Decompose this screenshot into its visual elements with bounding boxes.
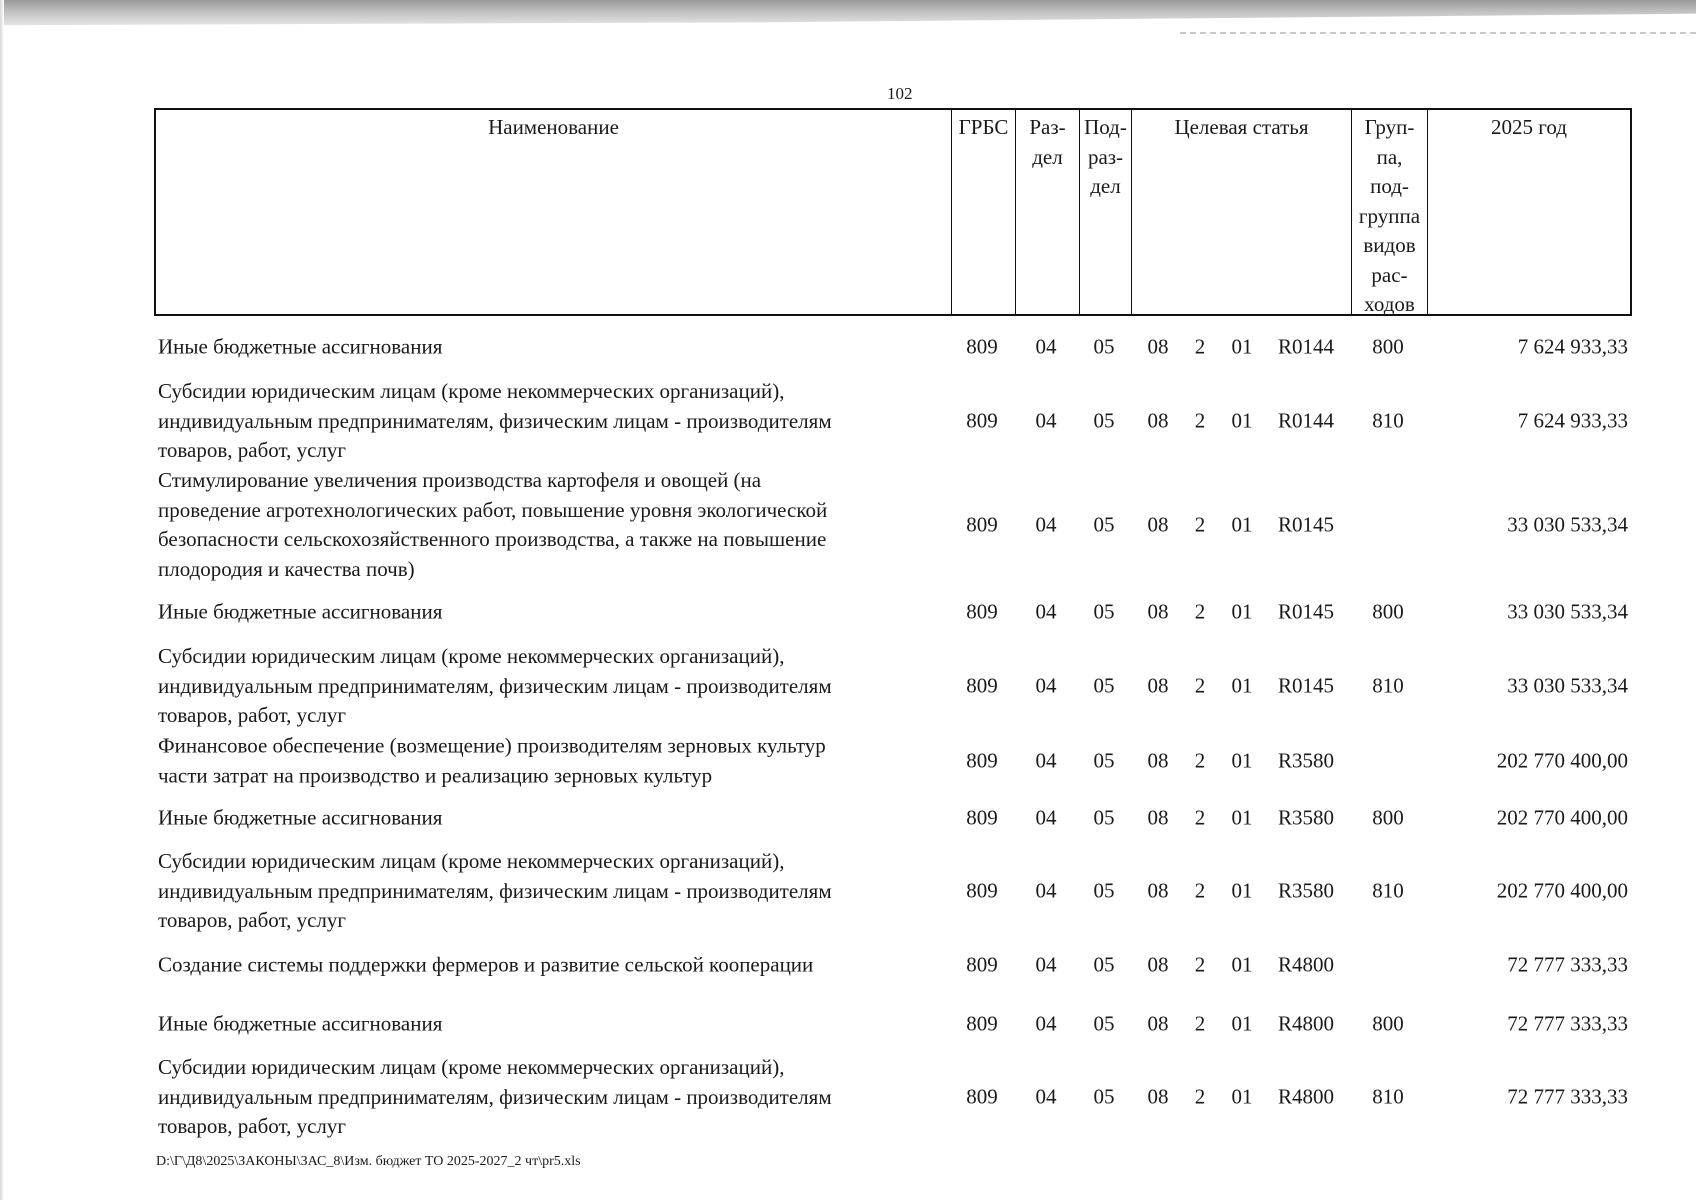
row-name-line: товаров, работ, услуг xyxy=(158,437,347,462)
row-target-direction: R3580 xyxy=(1277,878,1334,903)
table-row xyxy=(154,1001,1632,1047)
row-target-event: 01 xyxy=(1231,952,1253,977)
row-target-program: 08 xyxy=(1147,408,1169,433)
row-amount: 72 777 333,33 xyxy=(1507,1011,1628,1036)
header-line: па, xyxy=(1376,144,1403,169)
row-expense-group: 810 xyxy=(1372,1084,1404,1109)
row-razdel: 04 xyxy=(1035,1011,1057,1036)
row-podrazdel: 05 xyxy=(1093,952,1115,977)
row-podrazdel: 05 xyxy=(1093,512,1115,537)
scan-edge xyxy=(0,0,4,1200)
row-name-line: Финансовое обеспечение (возмещение) производителям зерновых культур xyxy=(158,733,826,758)
row-amount: 7 624 933,33 xyxy=(1517,334,1628,359)
row-target-direction: R0144 xyxy=(1277,334,1334,359)
row-target-subprogram: 2 xyxy=(1194,878,1206,903)
row-name-line: Создание системы поддержки фермеров и развитие сельской кооперации xyxy=(158,952,814,977)
row-target-subprogram: 2 xyxy=(1194,952,1206,977)
row-name xyxy=(158,950,944,980)
table-row xyxy=(154,1052,1632,1142)
row-razdel: 04 xyxy=(1035,878,1057,903)
row-name-line: Субсидии юридическим лицам (кроме некоммерческих организаций), xyxy=(158,848,785,873)
row-target-program: 08 xyxy=(1147,952,1169,977)
row-target-subprogram: 2 xyxy=(1194,1011,1206,1036)
row-name xyxy=(158,377,944,466)
row-target-subprogram: 2 xyxy=(1194,1084,1206,1109)
footer-file-path: D:\Г\Д8\2025\ЗАКОНЫ\ЗАС_8\Изм. бюджет ТО 2025-2027_2 чт\pr5.xls xyxy=(156,1154,581,1169)
row-name-line: Иные бюджетные ассигнования xyxy=(158,599,443,624)
row-expense-group: 810 xyxy=(1372,878,1404,903)
row-name xyxy=(158,803,944,833)
row-target-program: 08 xyxy=(1147,878,1169,903)
header-line: рас- xyxy=(1371,262,1408,287)
row-name-line: Субсидии юридическим лицам (кроме некоммерческих организаций), xyxy=(158,643,785,668)
table-row xyxy=(154,731,1632,791)
row-target-program: 08 xyxy=(1147,1084,1169,1109)
row-target-event: 01 xyxy=(1231,334,1253,359)
row-amount: 72 777 333,33 xyxy=(1507,952,1628,977)
row-amount: 33 030 533,34 xyxy=(1507,512,1628,537)
header-grbs: ГРБС xyxy=(952,110,1016,314)
row-name-line: индивидуальным предпринимателям, физическим лицам - производителям xyxy=(158,673,832,698)
header-line: дел xyxy=(1032,144,1063,169)
row-podrazdel: 05 xyxy=(1093,673,1115,698)
row-name xyxy=(158,642,944,731)
row-name-line: Стимулирование увеличения производства картофеля и овощей (на xyxy=(158,468,762,492)
row-expense-group: 810 xyxy=(1372,673,1404,698)
row-name xyxy=(158,732,944,791)
row-podrazdel: 05 xyxy=(1093,878,1115,903)
row-target-subprogram: 2 xyxy=(1194,748,1206,773)
row-target-event: 01 xyxy=(1231,805,1253,830)
row-grbs: 809 xyxy=(966,878,998,903)
header-line: Раз- xyxy=(1029,115,1066,139)
row-podrazdel: 05 xyxy=(1093,1011,1115,1036)
row-razdel: 04 xyxy=(1035,748,1057,773)
table-row xyxy=(154,942,1632,988)
row-razdel: 04 xyxy=(1035,599,1057,624)
row-razdel: 04 xyxy=(1035,805,1057,830)
row-target-program: 08 xyxy=(1147,334,1169,359)
row-name xyxy=(158,597,944,627)
header-line: ходов xyxy=(1364,292,1415,316)
row-target-event: 01 xyxy=(1231,408,1253,433)
table-row xyxy=(154,466,1632,584)
row-grbs: 809 xyxy=(966,599,998,624)
header-line: Под- xyxy=(1084,115,1127,139)
row-name-line: индивидуальным предпринимателям, физическим лицам - производителям xyxy=(158,1084,832,1109)
row-target-event: 01 xyxy=(1231,512,1253,537)
row-target-subprogram: 2 xyxy=(1194,599,1206,624)
row-grbs: 809 xyxy=(966,1011,998,1036)
header-line: Груп- xyxy=(1364,115,1415,139)
table-row xyxy=(154,589,1632,635)
row-name-line: товаров, работ, услуг xyxy=(158,1113,347,1138)
header-razdel xyxy=(1016,110,1080,314)
row-target-direction: R0145 xyxy=(1277,599,1334,624)
row-razdel: 04 xyxy=(1035,334,1057,359)
header-line: видов xyxy=(1363,233,1416,257)
row-podrazdel: 05 xyxy=(1093,334,1115,359)
row-expense-group: 800 xyxy=(1372,805,1404,830)
row-podrazdel: 05 xyxy=(1093,1084,1115,1109)
row-name-line: индивидуальным предпринимателям, физическим лицам - производителям xyxy=(158,878,832,903)
row-amount: 33 030 533,34 xyxy=(1507,599,1628,624)
row-target-program: 08 xyxy=(1147,512,1169,537)
row-grbs: 809 xyxy=(966,334,998,359)
row-name-line: индивидуальным предпринимателям, физическим лицам - производителям xyxy=(158,408,832,433)
row-target-program: 08 xyxy=(1147,805,1169,830)
row-name-line: плодородия и качества почв) xyxy=(158,556,415,581)
row-grbs: 809 xyxy=(966,512,998,537)
row-grbs: 809 xyxy=(966,952,998,977)
header-target-article: Целевая статья xyxy=(1132,110,1352,314)
row-name-line: безопасности сельскохозяйственного производства, а также на повышение xyxy=(158,527,827,551)
row-target-event: 01 xyxy=(1231,1084,1253,1109)
row-expense-group: 800 xyxy=(1372,1011,1404,1036)
row-target-event: 01 xyxy=(1231,599,1253,624)
row-target-program: 08 xyxy=(1147,748,1169,773)
table-row xyxy=(154,376,1632,466)
row-name-line: Иные бюджетные ассигнования xyxy=(158,334,443,359)
row-name xyxy=(158,847,944,936)
row-grbs: 809 xyxy=(966,1084,998,1109)
row-amount: 202 770 400,00 xyxy=(1496,805,1628,830)
row-name-line: части затрат на производство и реализацию зерновых культур xyxy=(158,763,713,787)
row-target-program: 08 xyxy=(1147,599,1169,624)
header-line: под- xyxy=(1370,174,1409,198)
row-target-direction: R0144 xyxy=(1277,408,1334,433)
row-grbs: 809 xyxy=(966,805,998,830)
header-name: Наименование xyxy=(156,110,952,314)
row-amount: 33 030 533,34 xyxy=(1507,673,1628,698)
row-target-direction: R4800 xyxy=(1277,1084,1334,1109)
table-row xyxy=(154,795,1632,841)
table-header xyxy=(154,108,1632,316)
table-row xyxy=(154,846,1632,936)
row-razdel: 04 xyxy=(1035,408,1057,433)
row-target-subprogram: 2 xyxy=(1194,334,1206,359)
row-name-line: Субсидии юридическим лицам (кроме некоммерческих организаций), xyxy=(158,378,785,403)
row-amount: 202 770 400,00 xyxy=(1496,878,1628,903)
scan-shadow xyxy=(0,0,1696,36)
row-expense-group: 800 xyxy=(1372,334,1404,359)
row-target-program: 08 xyxy=(1147,673,1169,698)
row-target-direction: R0145 xyxy=(1277,512,1334,537)
table-row xyxy=(154,324,1632,370)
row-target-direction: R0145 xyxy=(1277,673,1334,698)
row-amount: 202 770 400,00 xyxy=(1496,748,1628,773)
table-row xyxy=(154,641,1632,731)
row-razdel: 04 xyxy=(1035,952,1057,977)
row-name-line: товаров, работ, услуг xyxy=(158,907,347,932)
row-grbs: 809 xyxy=(966,673,998,698)
header-line: раз- xyxy=(1087,144,1124,169)
row-podrazdel: 05 xyxy=(1093,748,1115,773)
header-expense-group xyxy=(1352,110,1428,314)
row-amount: 72 777 333,33 xyxy=(1507,1084,1628,1109)
row-amount: 7 624 933,33 xyxy=(1517,408,1628,433)
row-target-subprogram: 2 xyxy=(1194,512,1206,537)
row-name xyxy=(158,1053,944,1142)
row-expense-group: 810 xyxy=(1372,408,1404,433)
row-target-event: 01 xyxy=(1231,748,1253,773)
header-podrazdel xyxy=(1080,110,1132,314)
row-target-subprogram: 2 xyxy=(1194,805,1206,830)
row-target-subprogram: 2 xyxy=(1194,673,1206,698)
row-target-subprogram: 2 xyxy=(1194,408,1206,433)
row-grbs: 809 xyxy=(966,408,998,433)
row-target-direction: R3580 xyxy=(1277,805,1334,830)
row-razdel: 04 xyxy=(1035,673,1057,698)
row-name-line: Иные бюджетные ассигнования xyxy=(158,1011,443,1036)
row-name xyxy=(158,1009,944,1039)
row-target-event: 01 xyxy=(1231,673,1253,698)
row-target-direction: R4800 xyxy=(1277,1011,1334,1036)
row-target-direction: R4800 xyxy=(1277,952,1334,977)
row-target-program: 08 xyxy=(1147,1011,1169,1036)
header-line: группа xyxy=(1358,203,1421,228)
scan-dash-artifact xyxy=(1180,32,1696,34)
row-name-line: товаров, работ, услуг xyxy=(158,702,347,727)
row-expense-group: 800 xyxy=(1372,599,1404,624)
row-podrazdel: 05 xyxy=(1093,599,1115,624)
row-name-line: Субсидии юридическим лицам (кроме некоммерческих организаций), xyxy=(158,1054,785,1079)
row-podrazdel: 05 xyxy=(1093,805,1115,830)
row-name xyxy=(158,466,944,584)
row-podrazdel: 05 xyxy=(1093,408,1115,433)
row-razdel: 04 xyxy=(1035,1084,1057,1109)
row-name xyxy=(158,332,944,362)
row-target-direction: R3580 xyxy=(1277,748,1334,773)
header-line: дел xyxy=(1090,174,1121,198)
row-target-event: 01 xyxy=(1231,1011,1253,1036)
row-grbs: 809 xyxy=(966,748,998,773)
header-year: 2025 год xyxy=(1491,115,1567,139)
row-razdel: 04 xyxy=(1035,512,1057,537)
row-name-line: проведение агротехнологических работ, повышение уровня экологической xyxy=(158,497,828,522)
row-target-event: 01 xyxy=(1231,878,1253,903)
row-name-line: Иные бюджетные ассигнования xyxy=(158,805,443,830)
page-number: 102 xyxy=(887,84,913,103)
